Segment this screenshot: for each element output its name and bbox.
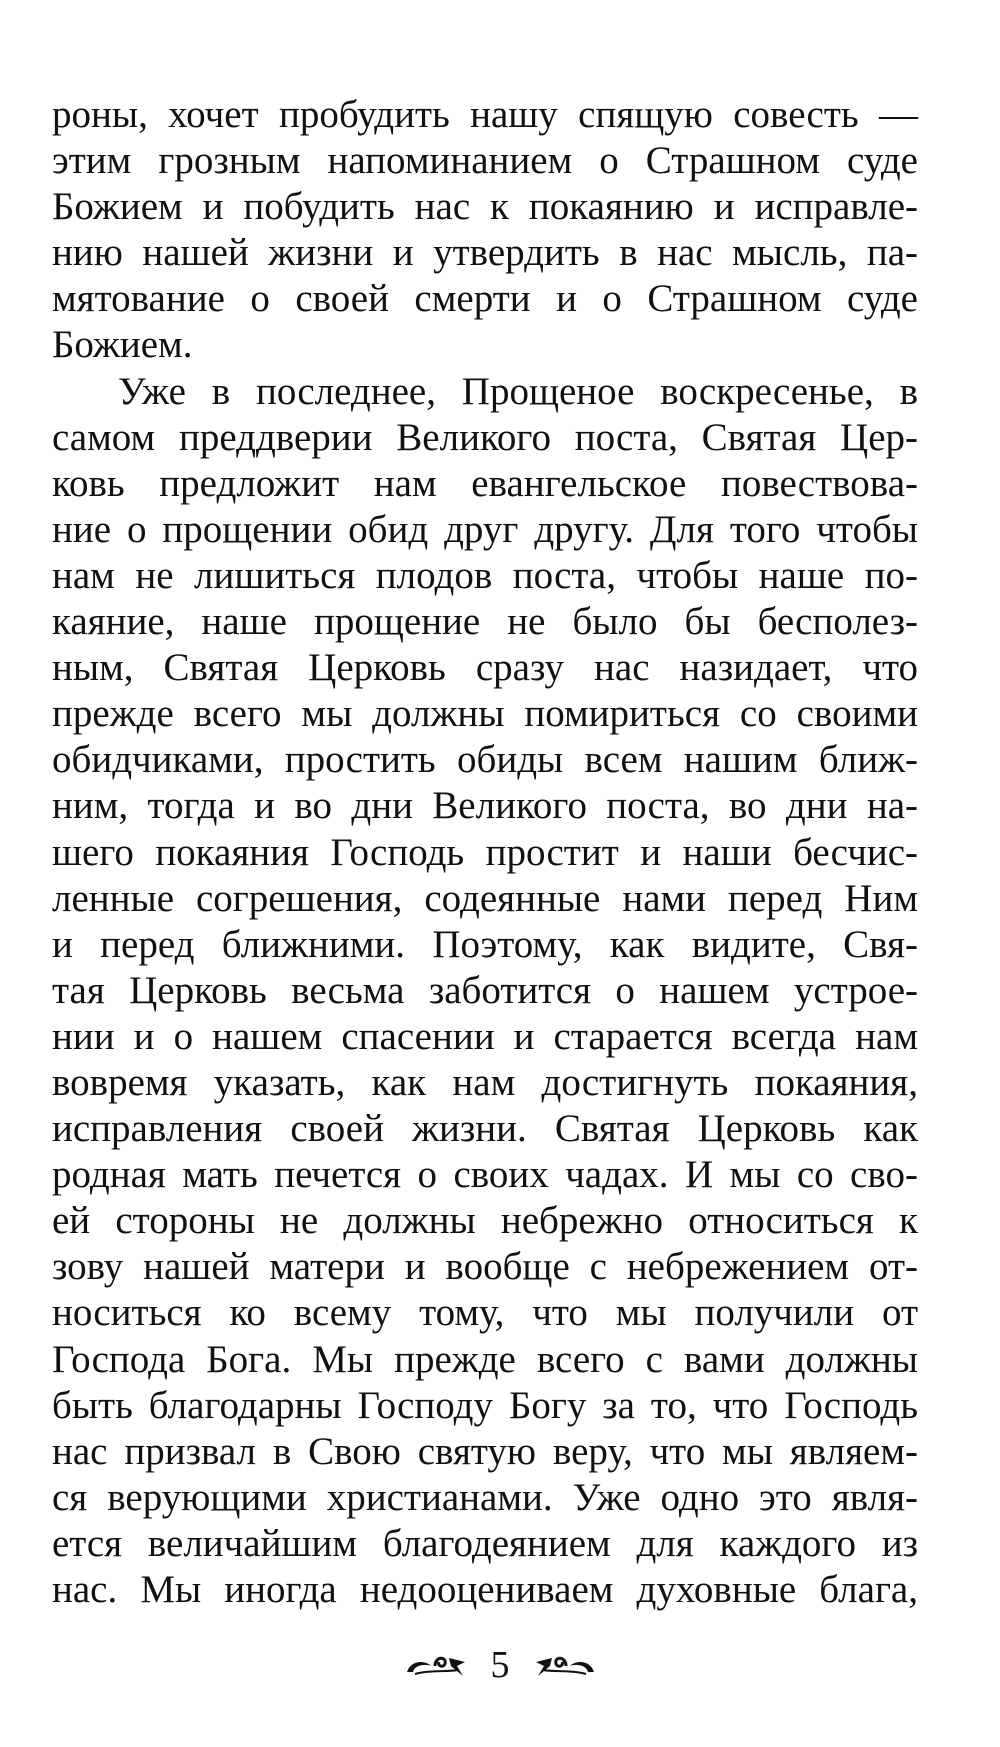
text-line: Господа Бога. Мы прежде всего с вами должны: [52, 1337, 918, 1381]
page-body-text: [52, 92, 918, 1613]
text-line: ется величайшим благодеянием для каждого из: [52, 1521, 918, 1565]
text-line: Божием и побудить нас к покаянию и исправле-: [52, 185, 918, 229]
text-line: каяние, наше прощение не было бы бесполез-: [52, 600, 918, 644]
text-line: обидчиками, простить обиды всем нашим ближ-: [52, 738, 918, 782]
text-line: ленные согрешения, содеянные нами перед Ним: [52, 876, 918, 920]
text-line: исправления своей жизни. Святая Церковь как: [52, 1107, 918, 1151]
text-line: Божием.: [52, 323, 193, 367]
text-line: мятование о своей смерти и о Страшном суде: [52, 277, 918, 321]
flourish-right-icon: [532, 1652, 596, 1678]
text-line: нас призвал в Свою святую веру, что мы являем-: [52, 1429, 918, 1473]
text-line: этим грозным напоминанием о Страшном суде: [52, 139, 918, 183]
text-line: прежде всего мы должны помириться со своими: [52, 692, 918, 736]
text-line: нии и о нашем спасении и старается всегда нам: [52, 1014, 918, 1058]
text-line: Уже в последнее, Прощеное воскресенье, в: [118, 369, 918, 413]
text-line: тая Церковь весьма заботится о нашем устрое-: [52, 968, 918, 1012]
page-number: 5: [490, 1644, 510, 1686]
text-line: и перед ближними. Поэтому, как видите, Свя-: [52, 922, 918, 966]
text-line: ся верующими христианами. Уже одно это явля-: [52, 1475, 918, 1519]
text-line: шего покаяния Господь простит и наши бесчис-: [52, 830, 918, 874]
flourish-left-icon: [405, 1652, 469, 1678]
text-line: роны, хочет пробудить нашу спящую совесть —: [52, 93, 918, 136]
text-line: самом преддверии Великого поста, Святая Цер-: [52, 415, 918, 459]
text-line: вовремя указать, как нам достигнуть покаяния,: [52, 1060, 918, 1104]
text-line: нас. Мы иногда недооцениваем духовные блага,: [52, 1568, 918, 1611]
text-line: ковь предложит нам евангельское повествова-: [52, 461, 918, 505]
text-line: ние о прощении обид друг другу. Для того чтобы: [52, 507, 918, 551]
text-line: носиться ко всему тому, что мы получили от: [52, 1291, 918, 1335]
text-line: быть благодарны Господу Богу за то, что Господь: [52, 1383, 918, 1427]
text-line: зову нашей матери и вообще с небрежением от-: [52, 1245, 918, 1289]
text-line: нию нашей жизни и утвердить в нас мысль, па-: [52, 231, 918, 275]
text-line: ним, тогда и во дни Великого поста, во дни на-: [52, 784, 918, 828]
text-line: нам не лишиться плодов поста, чтобы наше по-: [52, 553, 918, 597]
text-line: ным, Святая Церковь сразу нас назидает, что: [52, 646, 918, 690]
text-line: ей стороны не должны небрежно относиться к: [52, 1199, 918, 1243]
text-line: родная мать печется о своих чадах. И мы со сво-: [52, 1153, 918, 1197]
page-footer: [0, 1643, 1000, 1687]
